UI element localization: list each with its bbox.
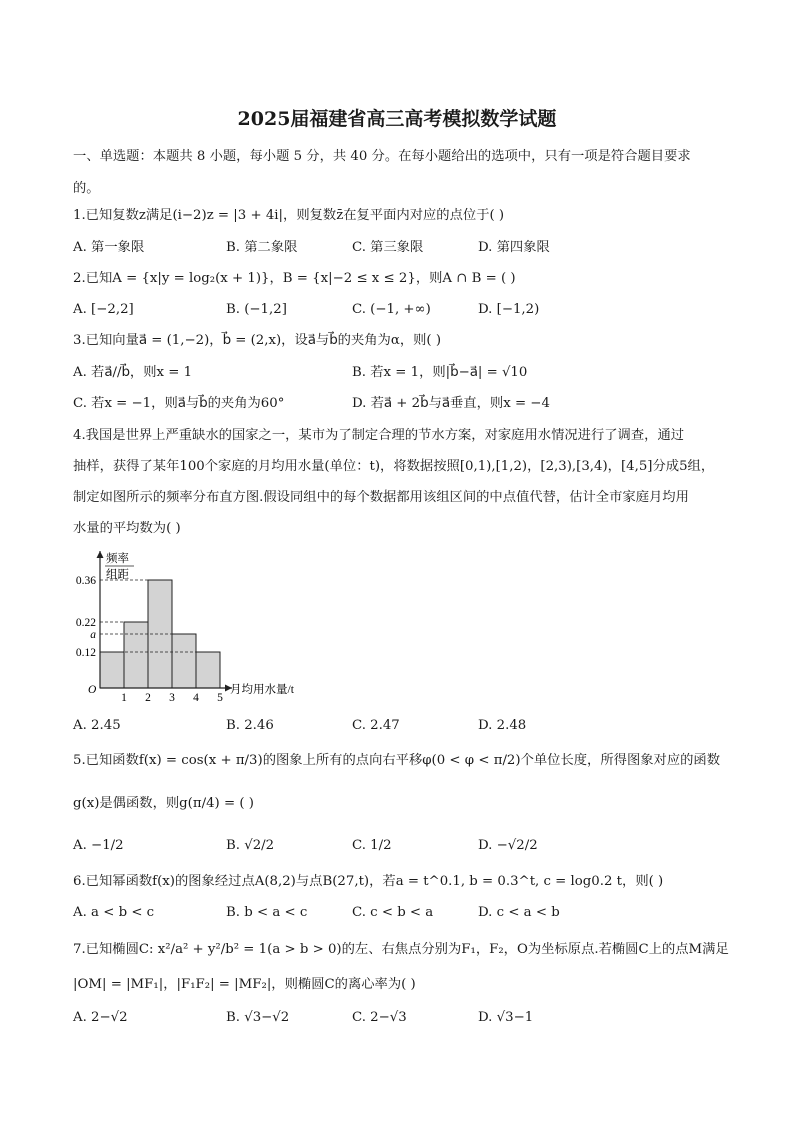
y-label-top: 频率 [106,553,129,565]
y-tick-label: 0.22 [75,617,96,629]
histogram-bar [172,634,196,688]
q4-line2: 抽样，获得了某年100个家庭的月均用水量(单位：t)，将数据按照[0,1),[1,2)，[2,3),[3,4)，[4,5]分成5组， [73,459,715,474]
q4-option-a: A. 2.45 [73,718,121,733]
y-label-bottom: 组距 [106,569,129,581]
y-tick-label: 0.36 [75,575,96,587]
histogram-bar [124,622,148,688]
q5-option-c: C. 1/2 [352,838,392,853]
q6-option-d: D. c < a < b [478,905,560,920]
q2-option-a: A. [−2,2] [73,302,134,317]
q2-option-d: D. [−1,2) [478,302,540,317]
q3-stem: 3.已知向量a⃗ = (1,−2)，b⃗ = (2,x)，设a⃗与b⃗的夹角为α，则( ) [73,333,442,348]
q2-option-c: C. (−1, +∞) [352,302,431,317]
x-tick-label: 1 [121,692,127,704]
q4-line1: 4.我国是世界上严重缺水的国家之一，某市为了制定合理的节水方案，对家庭用水情况进行了调查，通过 [73,428,685,443]
x-tick-label: 3 [169,692,175,704]
frequency-histogram [70,545,330,705]
q2-option-b: B. (−1,2] [226,302,287,317]
x-axis-label: 月均用水量/t [230,684,294,696]
histogram-bar [100,652,124,688]
x-tick-label: 2 [145,692,151,704]
q2-stem: 2.已知A = {x|y = log₂(x + 1)}，B = {x|−2 ≤ x ≤ 2}，则A ∩ B = ( ) [73,271,516,286]
q5-line2: g(x)是偶函数，则g(π/4) = ( ) [73,796,254,811]
section-heading-line2: 的。 [73,181,100,196]
x-tick-label: 4 [193,692,199,704]
section-heading-line1: 一、单选题：本题共 8 小题，每小题 5 分，共 40 分。在每小题给出的选项中，只有一项是符合题目要求 [73,149,691,164]
q4-option-d: D. 2.48 [478,718,527,733]
origin-label: O [88,684,97,696]
q3-option-b: B. 若x = 1，则|b⃗−a⃗| = √10 [352,365,528,380]
q4-line4: 水量的平均数为( ) [73,521,181,536]
q7-option-a: A. 2−√2 [73,1010,128,1025]
q5-line1: 5.已知函数f(x) = cos(x + π/3)的图象上所有的点向右平移φ(0 < φ < π/2)个单位长度，所得图象对应的函数 [73,753,721,768]
q6-stem: 6.已知幂函数f(x)的图象经过点A(8,2)与点B(27,t)，若a = t^0.1, b = 0.3^t, c = log0.2 t，则( ) [73,874,664,889]
histogram-bar [196,652,220,688]
q4-line3: 制定如图所示的频率分布直方图.假设同组中的每个数据都用该组区间的中点值代替，估计全市家庭月均用 [73,490,689,505]
x-tick-label: 5 [217,692,223,704]
q1-stem: 1.已知复数z满足(i−2)z = |3 + 4i|，则复数z̄在复平面内对应的点位于( ) [73,208,505,223]
q7-option-b: B. √3−√2 [226,1010,290,1025]
q1-option-c: C. 第三象限 [352,240,424,255]
q6-option-b: B. b < a < c [226,905,308,920]
q6-option-c: C. c < b < a [352,905,434,920]
q5-option-b: B. √2/2 [226,838,275,853]
q1-option-d: D. 第四象限 [478,240,550,255]
q7-line1: 7.已知椭圆C: x²/a² + y²/b² = 1(a > b > 0)的左、右焦点分别为F₁，F₂，O为坐标原点.若椭圆C上的点M满足 [73,942,729,957]
q5-option-d: D. −√2/2 [478,838,538,853]
q5-option-a: A. −1/2 [73,838,124,853]
q4-option-b: B. 2.46 [226,718,274,733]
q4-option-c: C. 2.47 [352,718,400,733]
q6-option-a: A. a < b < c [73,905,155,920]
q1-option-a: A. 第一象限 [73,240,145,255]
q7-line2: |OM| = |MF₁|，|F₁F₂| = |MF₂|，则椭圆C的离心率为( ) [73,977,416,992]
page-title: 2025届福建省高三高考模拟数学试题 [237,108,557,130]
q3-option-d: D. 若a⃗ + 2b⃗与a⃗垂直，则x = −4 [352,396,550,411]
q3-option-c: C. 若x = −1，则a⃗与b⃗的夹角为60° [73,396,285,411]
q3-option-a: A. 若a⃗//b⃗，则x = 1 [73,365,193,380]
q1-option-b: B. 第二象限 [226,240,298,255]
y-tick-label: a [90,629,96,641]
q7-option-d: D. √3−1 [478,1010,534,1025]
q7-option-c: C. 2−√3 [352,1010,407,1025]
y-tick-label: 0.12 [75,647,96,659]
